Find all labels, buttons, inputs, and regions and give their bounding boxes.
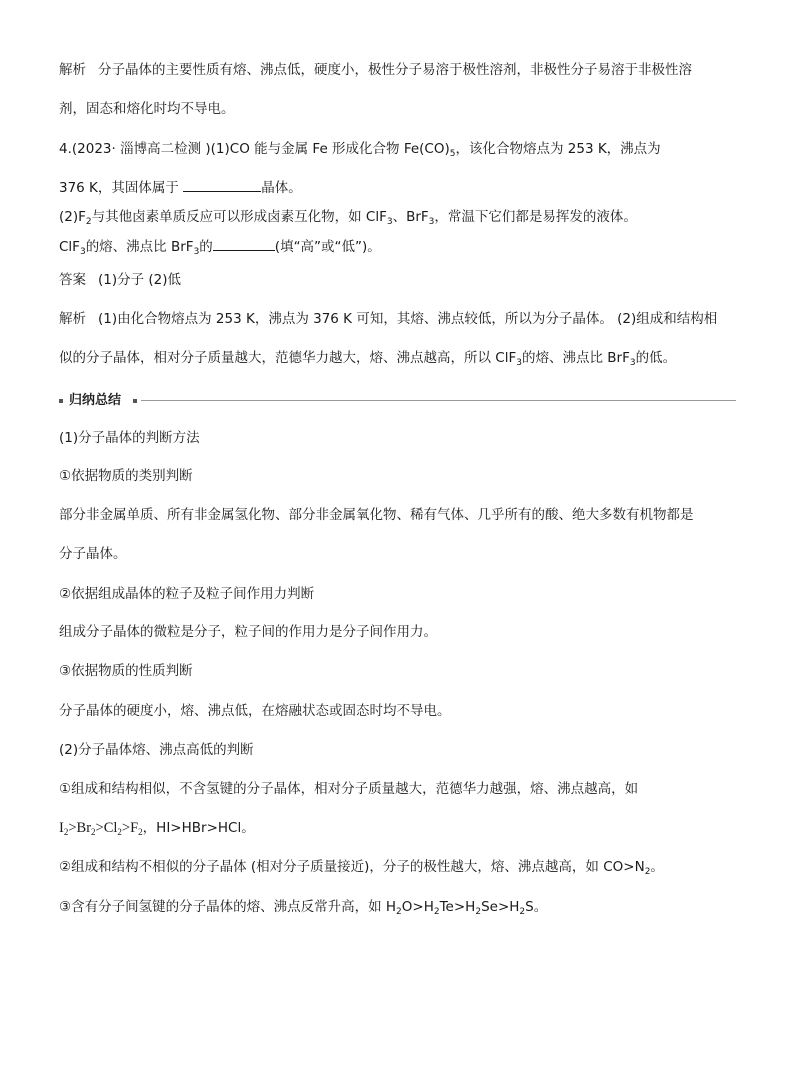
q4-part2-line2: ClF$_3$的熔、沸点比 BrF$_3$的 (填“高”或“低”)。 <box>59 236 381 257</box>
summary-s2-item3: ③含有分子间氢键的分子晶体的熔、沸点反常升高，如 $H_2O>H_2Te>H_2Se>H_2S$。 <box>59 899 548 917</box>
answer-label: 答案 <box>59 272 86 288</box>
summary-s1-item1-title: ①依据物质的类别判断 <box>59 468 193 484</box>
summary-s1-item1-line1: 部分非金属单质、所有非金属氢化物、部分非金属氧化物、稀有气体、几乎所有的酸、绝大多数有机物都是 <box>59 507 694 523</box>
summary-section1-title: (1)分子晶体的判断方法 <box>59 430 200 446</box>
explanation-label: 解析 <box>59 62 86 78</box>
summary-section2-title: (2)分子晶体熔、沸点高低的判断 <box>59 742 254 758</box>
q4-explanation-line1: 解析 (1)由化合物熔点为 253 K，沸点为 376 K 可知，其熔、沸点较低，所以为分子晶体。 (2)组成和结构相 <box>59 311 718 327</box>
summary-s2-item1-formula: $I_2>Br_2>Cl_2>F_2$，HI>HBr>HCl。 <box>59 820 255 837</box>
q4-part1-line2: 376 K，其固体属于 晶体。 <box>59 177 302 198</box>
summary-s2-item1-line1: ①组成和结构相似，不含氢键的分子晶体，相对分子质量越大，范德华力越强，熔、沸点越高，如 <box>59 781 639 797</box>
q3-explanation-line1: 解析 分子晶体的主要性质有熔、沸点低，硬度小，极性分子易溶于极性溶剂，非极性分子易溶于非极性溶 <box>59 62 692 78</box>
summary-s1-item2-text: 组成分子晶体的微粒是分子，粒子间的作用力是分子间作用力。 <box>59 624 437 640</box>
summary-s1-item3-title: ③依据物质的性质判断 <box>59 663 193 679</box>
explanation-label: 解析 <box>59 311 86 327</box>
divider <box>141 400 736 401</box>
summary-header <box>59 391 736 411</box>
q4-explanation-line2: 似的分子晶体，相对分子质量越大，范德华力越大，熔、沸点越高，所以 ClF$_3$的熔、沸点比 BrF$_3$的低。 <box>59 350 677 368</box>
summary-s1-item3-text: 分子晶体的硬度小，熔、沸点低，在熔融状态或固态时均不导电。 <box>59 703 451 719</box>
q4-part2-line1: $(2)F_2$与其他卤素单质反应可以形成卤素互化物，如 ClF$_3$、BrF$_3$，常温下它们都是易挥发的液体。 <box>59 209 637 227</box>
q3-explanation-line2: 剂，固态和熔化时均不导电。 <box>59 101 235 117</box>
summary-s1-item1-line2: 分子晶体。 <box>59 546 127 562</box>
summary-s1-item2-title: ②依据组成晶体的粒子及粒子间作用力判断 <box>59 586 315 602</box>
q4-part1-line1: 4.(2023· 淄博高二检测 )(1)CO 能与金属 Fe 形成化合物 $Fe(CO)_5$，该化合物熔点为 253 K，沸点为 <box>59 141 661 159</box>
answer-blank-2[interactable] <box>213 236 275 251</box>
bullet-square-icon <box>133 399 137 403</box>
answer-blank-1[interactable] <box>183 177 261 192</box>
q4-source: (2023· 淄博高二检测 ) <box>71 141 211 157</box>
answer-line: 答案 (1)分子 (2)低 <box>59 272 182 288</box>
summary-title: 归纳总结 <box>69 391 124 411</box>
bullet-square-icon <box>59 399 63 403</box>
summary-s2-item2: ②组成和结构不相似的分子晶体 (相对分子质量接近)，分子的极性越大，熔、沸点越高，如 $CO>N_2$。 <box>59 859 664 877</box>
